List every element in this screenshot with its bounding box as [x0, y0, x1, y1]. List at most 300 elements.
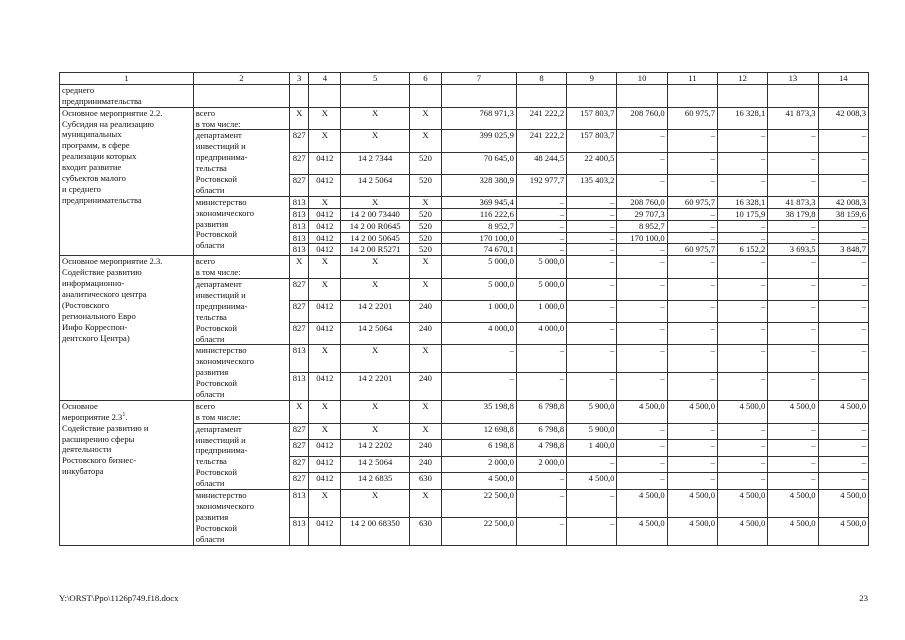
- table-cell: –: [768, 152, 818, 174]
- measure-description-line: деятельности: [62, 444, 112, 455]
- measure-description-line: программ, в сфере: [62, 140, 130, 151]
- table-cell: –: [516, 244, 566, 256]
- table-cell: Х: [409, 130, 441, 152]
- empty-cell: [818, 84, 868, 107]
- table-cell: Х: [309, 345, 341, 373]
- table-cell: 827: [290, 473, 309, 490]
- table-cell: 16 328,1: [718, 196, 768, 208]
- table-cell: 14 2 2201: [341, 373, 409, 401]
- table-cell: 813: [290, 373, 309, 401]
- table-cell: 29 707,3: [617, 208, 667, 220]
- table-cell: –: [516, 473, 566, 490]
- table-cell: –: [567, 490, 617, 518]
- table-cell: –: [441, 373, 516, 401]
- table-cell: 630: [409, 473, 441, 490]
- executor-label: [193, 490, 289, 545]
- executor-label-line: Ростовской: [195, 467, 238, 478]
- table-cell: 0412: [309, 456, 341, 473]
- table-cell: –: [667, 152, 717, 174]
- table-cell: 6 152,2: [718, 244, 768, 256]
- table-cell: 520: [409, 174, 441, 196]
- executor-label-line: экономического: [195, 207, 255, 218]
- table-cell: 14 2 00 50645: [341, 232, 409, 244]
- table-cell: 22 500,0: [441, 490, 516, 518]
- table-cell: Х: [341, 196, 409, 208]
- executor-label-line: в том числе:: [195, 411, 241, 422]
- table-cell: 0412: [309, 473, 341, 490]
- table-cell: Х: [341, 279, 409, 301]
- table-cell: –: [768, 456, 818, 473]
- table-cell: 0412: [309, 440, 341, 457]
- measure-description-line: аналитического центра: [62, 289, 147, 300]
- table-cell: 241 222,2: [516, 130, 566, 152]
- table-cell: –: [516, 345, 566, 373]
- column-number: 4: [309, 73, 341, 85]
- table-cell: –: [667, 456, 717, 473]
- table-cell: –: [667, 373, 717, 401]
- table-cell: 4 000,0: [516, 323, 566, 345]
- empty-cell: [567, 84, 617, 107]
- table-cell: –: [667, 440, 717, 457]
- table-cell: 827: [290, 440, 309, 457]
- table-cell: –: [718, 423, 768, 440]
- table-cell: 827: [290, 423, 309, 440]
- empty-cell: [409, 84, 441, 107]
- table-cell: 4 500,0: [617, 517, 667, 545]
- table-cell: 48 244,5: [516, 152, 566, 174]
- empty-cell: [441, 84, 516, 107]
- table-cell: 4 798,8: [516, 440, 566, 457]
- table-cell: 5 000,0: [516, 256, 566, 279]
- executor-label-line: инвестиций и: [195, 141, 246, 152]
- table-cell: 4 500,0: [768, 400, 818, 423]
- table-cell: Х: [409, 400, 441, 423]
- table-cell: 813: [290, 220, 309, 232]
- table-cell: 4 500,0: [718, 517, 768, 545]
- table-cell: 0412: [309, 323, 341, 345]
- empty-cell: [193, 84, 289, 107]
- table-cell: –: [818, 373, 868, 401]
- table-cell: 157 803,7: [567, 130, 617, 152]
- table-cell: 10 175,9: [718, 208, 768, 220]
- executor-label-line: Ростовской: [195, 229, 238, 240]
- table-cell: 22 500,0: [441, 517, 516, 545]
- executor-label-line: тельства: [195, 163, 227, 174]
- table-cell: 813: [290, 517, 309, 545]
- table-cell: 813: [290, 244, 309, 256]
- table-header-row: [60, 73, 869, 85]
- column-number: 10: [617, 73, 667, 85]
- table-cell: 240: [409, 301, 441, 323]
- executor-label-line: в том числе:: [195, 118, 241, 129]
- table-cell: 813: [290, 232, 309, 244]
- table-cell: 813: [290, 208, 309, 220]
- table-cell: 240: [409, 323, 441, 345]
- table-cell: 70 645,0: [441, 152, 516, 174]
- table-cell: –: [567, 301, 617, 323]
- executor-label-line: области: [195, 478, 225, 489]
- table-cell: –: [516, 232, 566, 244]
- table-cell: Х: [309, 400, 341, 423]
- table-cell: –: [617, 373, 667, 401]
- measure-description: [60, 107, 194, 256]
- table-cell: 42 008,3: [818, 196, 868, 208]
- table-cell: 3 693,5: [768, 244, 818, 256]
- table-cell: –: [667, 345, 717, 373]
- measure-description-line: Основное мероприятие 2.3.: [62, 256, 163, 267]
- table-cell: –: [768, 301, 818, 323]
- footer-page-number: 23: [859, 593, 868, 603]
- table-cell: 240: [409, 440, 441, 457]
- table-cell: Х: [409, 490, 441, 518]
- measure-description-line: муниципальных: [62, 129, 122, 140]
- column-number: 8: [516, 73, 566, 85]
- column-number: 9: [567, 73, 617, 85]
- table-cell: –: [768, 232, 818, 244]
- executor-label-line: области: [195, 533, 225, 544]
- table-cell: –: [818, 440, 868, 457]
- table-cell: –: [667, 174, 717, 196]
- executor-label-line: департамент: [195, 279, 242, 290]
- measure-description-line: регионального Евро: [62, 310, 136, 321]
- executor-label-line: министерство: [195, 345, 247, 356]
- table-cell: –: [818, 256, 868, 279]
- table-cell: 14 2 00 R5271: [341, 244, 409, 256]
- executor-label: [193, 279, 289, 345]
- table-cell: 0412: [309, 232, 341, 244]
- table-cell: 4 500,0: [567, 473, 617, 490]
- executor-label-line: всего: [195, 107, 216, 118]
- table-cell: –: [617, 279, 667, 301]
- executor-label-line: Ростовской: [195, 522, 238, 533]
- column-number: 1: [60, 73, 194, 85]
- executor-label-line: предпринима-: [195, 152, 248, 163]
- table-cell: Х: [341, 345, 409, 373]
- measure-description-line: Ростовского бизнес-: [62, 455, 137, 466]
- table-cell: 4 500,0: [617, 400, 667, 423]
- table-cell: –: [617, 440, 667, 457]
- table-cell: –: [768, 323, 818, 345]
- executor-label-line: предпринима-: [195, 445, 248, 456]
- table-cell: 2 000,0: [516, 456, 566, 473]
- table-cell: –: [516, 208, 566, 220]
- table-cell: 135 403,2: [567, 174, 617, 196]
- measure-description-line: информационно-: [62, 278, 125, 289]
- table-cell: 520: [409, 232, 441, 244]
- table-cell: Х: [290, 256, 309, 279]
- table-cell: 60 975,7: [667, 244, 717, 256]
- table-cell: –: [567, 232, 617, 244]
- table-cell: –: [718, 473, 768, 490]
- table-cell: Х: [309, 490, 341, 518]
- table-cell: –: [718, 373, 768, 401]
- table-cell: Х: [341, 490, 409, 518]
- table-cell: 4 500,0: [768, 517, 818, 545]
- measure-description-line: субъектов малого: [62, 173, 126, 184]
- column-number: 3: [290, 73, 309, 85]
- table-cell: 60 975,7: [667, 107, 717, 130]
- table-cell: –: [617, 130, 667, 152]
- table-cell: 14 2 5064: [341, 456, 409, 473]
- table-cell: –: [818, 279, 868, 301]
- executor-label: [193, 423, 289, 489]
- table-cell: 14 2 00 R0645: [341, 220, 409, 232]
- empty-cell: [290, 84, 309, 107]
- table-cell: 208 760,0: [617, 107, 667, 130]
- table-cell: –: [617, 323, 667, 345]
- executor-label-line: министерство: [195, 196, 247, 207]
- table-cell: –: [667, 208, 717, 220]
- table-cell: Х: [409, 423, 441, 440]
- table-cell: –: [768, 423, 818, 440]
- measure-description-line: Основное: [62, 400, 98, 411]
- table-cell: 14 2 7344: [341, 152, 409, 174]
- table-cell: –: [667, 256, 717, 279]
- table-cell: Х: [341, 107, 409, 130]
- continued-description-line: предпринимательства: [62, 95, 142, 106]
- measure-description-line: Содействие развитию: [62, 267, 142, 278]
- table-cell: 4 500,0: [718, 490, 768, 518]
- executor-label-line: Ростовской: [195, 378, 238, 389]
- table-cell: 827: [290, 130, 309, 152]
- table-cell: 0412: [309, 208, 341, 220]
- table-cell: 0412: [309, 244, 341, 256]
- table-cell: 1 400,0: [567, 440, 617, 457]
- table-cell: Х: [309, 423, 341, 440]
- measure-description-line: дентского Центра): [62, 332, 130, 343]
- table-cell: 14 2 5064: [341, 323, 409, 345]
- table-cell: 8 952,7: [441, 220, 516, 232]
- column-number: 12: [718, 73, 768, 85]
- table-row: [60, 256, 869, 279]
- footer-file-path: Y:\ORST\Ppo\1126p749.f18.docx: [59, 593, 179, 603]
- table-cell: –: [718, 232, 768, 244]
- empty-cell: [309, 84, 341, 107]
- table-cell: Х: [409, 256, 441, 279]
- table-cell: 6 798,8: [516, 423, 566, 440]
- empty-cell: [516, 84, 566, 107]
- table-cell: 369 945,4: [441, 196, 516, 208]
- table-cell: 0412: [309, 220, 341, 232]
- column-number: 2: [193, 73, 289, 85]
- table-cell: –: [818, 323, 868, 345]
- table-cell: –: [768, 256, 818, 279]
- table-cell: 328 380,9: [441, 174, 516, 196]
- table-cell: –: [516, 490, 566, 518]
- table-cell: 8 952,7: [617, 220, 667, 232]
- executor-label-line: области: [195, 240, 225, 251]
- column-number: 6: [409, 73, 441, 85]
- table-cell: –: [818, 423, 868, 440]
- executor-label: [193, 107, 289, 130]
- empty-cell: [718, 84, 768, 107]
- table-cell: –: [617, 423, 667, 440]
- executor-label-line: области: [195, 333, 225, 344]
- table-cell: Х: [409, 345, 441, 373]
- measure-description-line: и среднего: [62, 183, 101, 194]
- table-cell: 14 2 6835: [341, 473, 409, 490]
- table-cell: –: [617, 473, 667, 490]
- table-cell: 14 2 00 68350: [341, 517, 409, 545]
- table-cell: –: [818, 174, 868, 196]
- empty-cell: [768, 84, 818, 107]
- table-cell: –: [567, 244, 617, 256]
- table-cell: –: [516, 373, 566, 401]
- table-cell: 827: [290, 456, 309, 473]
- table-cell: 827: [290, 152, 309, 174]
- executor-label-line: Ростовской: [195, 174, 238, 185]
- table-cell: 42 008,3: [818, 107, 868, 130]
- measure-description-line: Инфо Корреспон-: [62, 321, 128, 332]
- table-cell: 12 698,8: [441, 423, 516, 440]
- table-cell: 827: [290, 323, 309, 345]
- table-cell: 4 000,0: [441, 323, 516, 345]
- column-number: 11: [667, 73, 717, 85]
- measure-description: [60, 400, 194, 545]
- table-cell: –: [567, 279, 617, 301]
- table-cell: –: [617, 345, 667, 373]
- table-cell: –: [617, 456, 667, 473]
- table-cell: 5 000,0: [441, 279, 516, 301]
- table-cell: –: [567, 345, 617, 373]
- measure-description-line: входит развитие: [62, 162, 122, 173]
- table-cell: Х: [341, 400, 409, 423]
- table-cell: –: [768, 279, 818, 301]
- table-cell: 14 2 5064: [341, 174, 409, 196]
- table-cell: 4 500,0: [818, 400, 868, 423]
- table-cell: 4 500,0: [441, 473, 516, 490]
- table-cell: 4 500,0: [818, 517, 868, 545]
- table-cell: 3 848,7: [818, 244, 868, 256]
- measure-description-line: (Ростовского: [62, 299, 110, 310]
- table-cell: Х: [309, 107, 341, 130]
- table-cell: Х: [341, 256, 409, 279]
- measure-description: [60, 256, 194, 401]
- table-cell: –: [567, 196, 617, 208]
- table-cell: –: [768, 220, 818, 232]
- table-cell: 1 000,0: [516, 301, 566, 323]
- table-cell: –: [718, 440, 768, 457]
- table-cell: –: [818, 473, 868, 490]
- table-cell: Х: [309, 256, 341, 279]
- measure-description-line: мероприятие $2.3^1$.: [62, 411, 128, 422]
- table-cell: Х: [309, 279, 341, 301]
- table-cell: –: [516, 517, 566, 545]
- table-cell: –: [567, 208, 617, 220]
- table-row: [60, 400, 869, 423]
- table-row: [60, 84, 869, 107]
- executor-label-line: всего: [195, 400, 216, 411]
- table-cell: 0412: [309, 517, 341, 545]
- table-cell: 5 000,0: [441, 256, 516, 279]
- table-cell: –: [768, 345, 818, 373]
- executor-label: [193, 400, 289, 423]
- table-cell: 813: [290, 490, 309, 518]
- table-cell: –: [667, 473, 717, 490]
- table-cell: –: [768, 130, 818, 152]
- executor-label: [193, 345, 289, 400]
- table-cell: 827: [290, 301, 309, 323]
- table-cell: 208 760,0: [617, 196, 667, 208]
- table-cell: –: [567, 256, 617, 279]
- table-cell: 14 2 00 73440: [341, 208, 409, 220]
- executor-label-line: Ростовской: [195, 322, 238, 333]
- executor-label-line: департамент: [195, 130, 242, 141]
- table-cell: 0412: [309, 174, 341, 196]
- measure-description-line: Основное мероприятие 2.2.: [62, 107, 163, 118]
- table-cell: 5 000,0: [516, 279, 566, 301]
- table-cell: –: [441, 345, 516, 373]
- measure-description-line: Субсидия на реализацию: [62, 118, 154, 129]
- table-cell: 4 500,0: [768, 490, 818, 518]
- table-cell: Х: [309, 196, 341, 208]
- table-cell: –: [718, 456, 768, 473]
- table-cell: 170 100,0: [441, 232, 516, 244]
- table-cell: –: [667, 301, 717, 323]
- table-cell: 116 222,6: [441, 208, 516, 220]
- table-cell: –: [718, 279, 768, 301]
- table-cell: –: [818, 301, 868, 323]
- table-cell: 768 971,3: [441, 107, 516, 130]
- table-cell: 192 977,7: [516, 174, 566, 196]
- table-cell: –: [768, 473, 818, 490]
- table-cell: 520: [409, 220, 441, 232]
- table-cell: –: [617, 174, 667, 196]
- table-cell: 0412: [309, 373, 341, 401]
- table-cell: 5 900,0: [567, 400, 617, 423]
- executor-label-line: тельства: [195, 311, 227, 322]
- measure-description-line: реализации которых: [62, 151, 137, 162]
- table-cell: –: [818, 232, 868, 244]
- table-cell: 38 179,8: [768, 208, 818, 220]
- table-cell: 520: [409, 244, 441, 256]
- empty-cell: [667, 84, 717, 107]
- executor-label-line: инвестиций и: [195, 434, 246, 445]
- continued-description: [60, 84, 194, 107]
- table-cell: –: [818, 220, 868, 232]
- measure-description-line: предпринимательства: [62, 194, 142, 205]
- table-cell: –: [667, 279, 717, 301]
- column-number: 14: [818, 73, 868, 85]
- table-cell: 60 975,7: [667, 196, 717, 208]
- table-cell: 41 873,3: [768, 107, 818, 130]
- table-cell: Х: [290, 107, 309, 130]
- table-cell: –: [667, 220, 717, 232]
- table-cell: 22 400,5: [567, 152, 617, 174]
- table-cell: Х: [409, 107, 441, 130]
- table-cell: –: [768, 440, 818, 457]
- table-cell: 4 500,0: [718, 400, 768, 423]
- executor-label-line: всего: [195, 256, 216, 267]
- continued-description-line: среднего: [62, 84, 95, 95]
- table-cell: –: [718, 323, 768, 345]
- table-cell: –: [617, 301, 667, 323]
- table-cell: –: [718, 130, 768, 152]
- empty-cell: [341, 84, 409, 107]
- executor-label-line: экономического: [195, 356, 255, 367]
- table-cell: –: [718, 220, 768, 232]
- table-cell: 74 670,1: [441, 244, 516, 256]
- executor-label-line: развития: [195, 218, 229, 229]
- table-cell: 6 198,8: [441, 440, 516, 457]
- table-cell: 4 500,0: [667, 517, 717, 545]
- table-cell: 1 000,0: [441, 301, 516, 323]
- executor-label: [193, 196, 289, 256]
- table-cell: –: [516, 196, 566, 208]
- table-cell: 827: [290, 174, 309, 196]
- table-cell: 5 900,0: [567, 423, 617, 440]
- table-cell: –: [667, 323, 717, 345]
